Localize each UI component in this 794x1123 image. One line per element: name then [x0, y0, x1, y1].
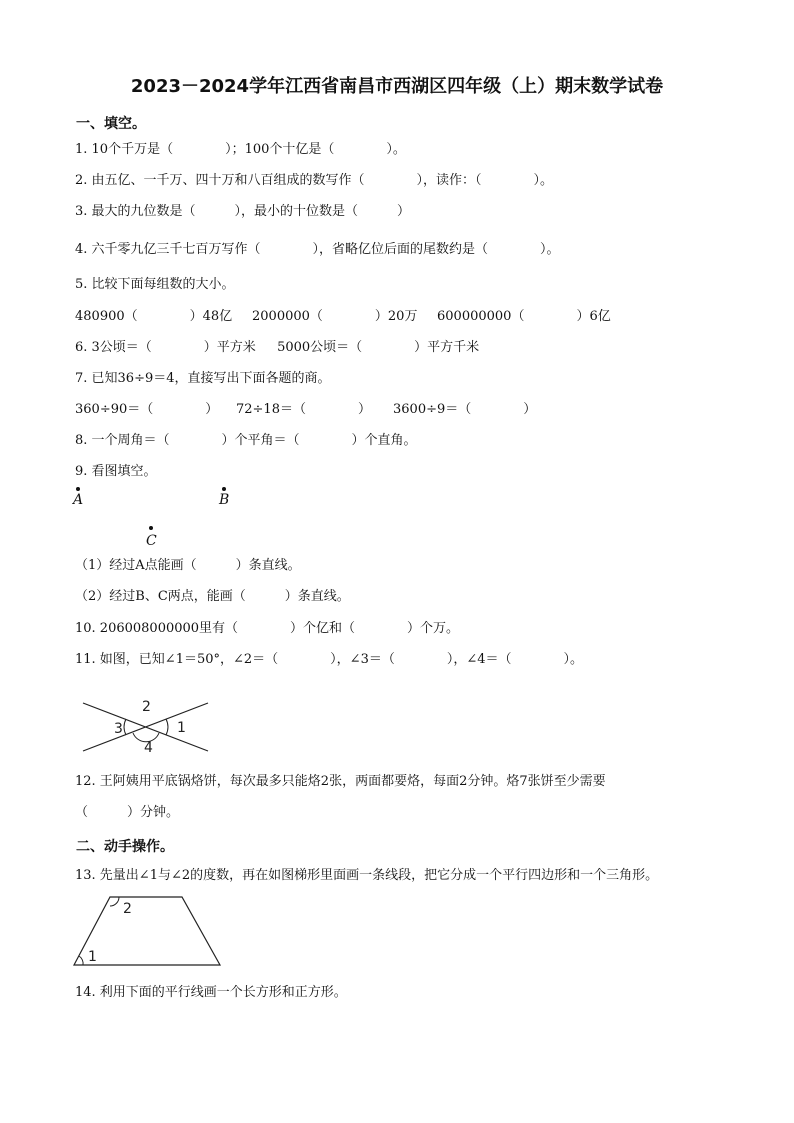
question-3: 3. 最大的九位数是（ ），最小的十位数是（ ）	[75, 204, 411, 219]
question-1: 1. 10个千万是（ ）；100个十亿是（ ）。	[75, 142, 406, 157]
intersecting-lines-figure	[78, 695, 218, 757]
question-9-part-1: （1）经过A点能画（ ）条直线。	[75, 558, 301, 573]
question-11: 11. 如图，已知∠1＝50°，∠2＝（ ），∠3＝（ ），∠4＝（ ）。	[75, 652, 584, 667]
angle-3-arc	[124, 719, 126, 735]
point-a-label: A	[73, 492, 84, 508]
compare-item-1: 480900（ ）48亿	[75, 309, 233, 324]
point-b-dot	[222, 487, 226, 491]
compare-item-3: 600000000（ ）6亿	[437, 309, 611, 324]
question-12-line-2: （ ）分钟。	[75, 805, 180, 820]
point-a-dot	[76, 487, 80, 491]
question-9: 9. 看图填空。	[75, 464, 157, 479]
division-item-1: 360÷90＝（ ）	[75, 402, 219, 417]
question-10: 10. 206008000000里有（ ）个亿和（ ）个万。	[75, 621, 460, 636]
question-8: 8. 一个周角＝（ ）个平角＝（ ）个直角。	[75, 433, 417, 448]
angle-1-arc	[79, 956, 83, 965]
question-9-part-2: （2）经过B、C两点，能画（ ）条直线。	[75, 589, 350, 604]
trapezoid-figure	[70, 893, 225, 969]
question-14: 14. 利用下面的平行线画一个长方形和正方形。	[75, 985, 347, 1000]
question-13: 13. 先量出∠1与∠2的度数，再在如图梯形里面画一条线段，把它分成一个平行四边形和一个三角形。	[75, 868, 659, 883]
angle-2-arc	[110, 897, 119, 906]
trapezoid-label-2: 2	[123, 901, 132, 917]
angle-label-2: 2	[142, 699, 151, 715]
question-5: 5. 比较下面每组数的大小。	[75, 277, 235, 292]
point-c-label: C	[146, 533, 157, 549]
trapezoid-label-1: 1	[88, 949, 97, 965]
angle-1-arc	[166, 719, 168, 735]
question-6: 6. 3公顷＝（ ）平方米 5000公顷＝（ ）平方千米	[75, 340, 480, 355]
question-7: 7. 已知36÷9＝4，直接写出下面各题的商。	[75, 371, 331, 386]
angle-label-1: 1	[177, 720, 186, 736]
angle-label-4: 4	[144, 740, 153, 756]
angle-label-3: 3	[114, 721, 123, 737]
point-c-dot	[149, 526, 153, 530]
division-item-2: 72÷18＝（ ）	[236, 402, 371, 417]
section-hands-on: 二、动手操作。	[76, 839, 174, 855]
question-12-line-1: 12. 王阿姨用平底锅烙饼，每次最多只能烙2张，两面都要烙，每面2分钟。烙7张饼至少需要	[75, 774, 606, 789]
question-4: 4. 六千零九亿三千七百万写作（ ），省略亿位后面的尾数约是（ ）。	[75, 242, 560, 257]
exam-title: 2023－2024学年江西省南昌市西湖区四年级（上）期末数学试卷	[130, 76, 664, 97]
point-b-label: B	[219, 492, 230, 508]
question-2: 2. 由五亿、一千万、四十万和八百组成的数写作（ ），读作：（ ）。	[75, 173, 554, 188]
section-fill-in: 一、填空。	[76, 116, 146, 132]
compare-item-2: 2000000（ ）20万	[252, 309, 418, 324]
division-item-3: 3600÷9＝（ ）	[393, 402, 537, 417]
